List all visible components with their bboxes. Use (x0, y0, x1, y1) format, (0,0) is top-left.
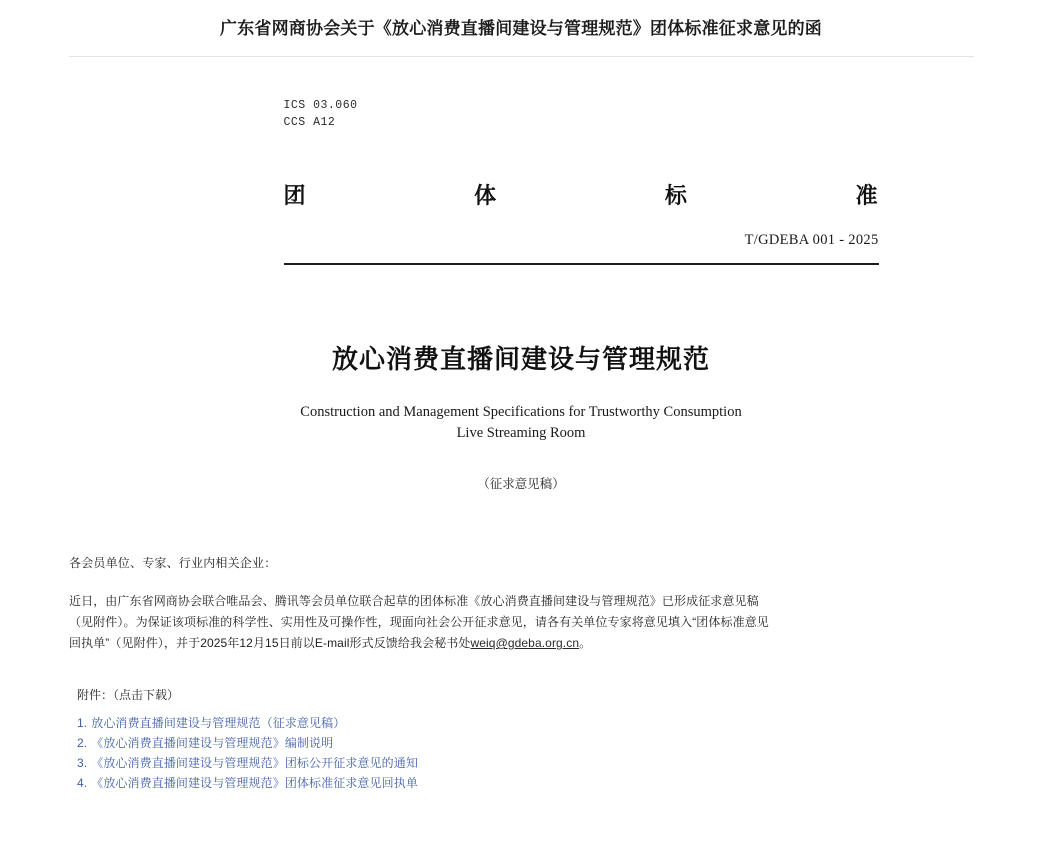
page-title: 广东省网商协会关于《放心消费直播间建设与管理规范》团体标准征求意见的函 (220, 19, 822, 38)
ccs-code: CCS A12 (283, 116, 336, 129)
standard-title-en: Construction and Management Specifications for Trustworthy Consumption Live Streaming Room (300, 404, 742, 441)
standard-title-cn: 放心消费直播间建设与管理规范 (331, 344, 710, 374)
standard-type-char-2: 体 (474, 183, 498, 208)
list-item[interactable] (77, 773, 974, 793)
attachments-list (69, 713, 974, 793)
letter-salutation: 各会员单位、专家、行业内相关企业： (69, 556, 277, 570)
cover-divider (284, 263, 879, 265)
ics-codes (69, 97, 974, 131)
list-item[interactable] (77, 733, 974, 753)
standard-type-char-4: 准 (855, 183, 879, 208)
standard-type-char-1: 团 (283, 183, 307, 208)
document-header (0, 0, 1042, 57)
attachment-index: 1. (77, 716, 88, 730)
ics-code: ICS 03.060 (283, 99, 358, 112)
list-item[interactable] (77, 753, 974, 773)
letter-body (68, 554, 974, 793)
attachment-link[interactable]: 《放心消费直播间建设与管理规范》团标公开征求意见的通知 (91, 756, 418, 770)
standard-type-char-3: 标 (664, 183, 688, 208)
attachments-heading: 附件：（点击下载） (77, 688, 180, 702)
contact-email-link[interactable]: weiq@gdeba.org.cn (470, 636, 580, 650)
letter-paragraph-text: 近日，由广东省网商协会联合唯品会、腾讯等会员单位联合起草的团体标准《放心消费直播间建设与管理规范》已形成征求意见稿（见附件）。为保证该项标准的科学性、实用性及可操作性，现面向社会公开征求意见，请各有关单位专家将意见填入“团体标准意见回执单”（见附件），并于2025年12月15日前以E-mail形式反馈给我会秘书处 (69, 594, 769, 650)
list-item[interactable] (77, 713, 974, 733)
letter-paragraph (69, 591, 769, 654)
attachment-index: 3. (77, 756, 88, 770)
draft-status-note: （征求意见稿） (477, 477, 565, 491)
standard-type-label (69, 179, 974, 210)
attachment-index: 2. (77, 736, 88, 750)
attachment-link[interactable]: 放心消费直播间建设与管理规范（征求意见稿） (91, 716, 346, 730)
attachment-link[interactable]: 《放心消费直播间建设与管理规范》团体标准征求意见回执单 (91, 776, 418, 790)
attachment-index: 4. (77, 776, 88, 790)
standard-cover-block (69, 97, 974, 492)
letter-paragraph-tail: 。 (579, 636, 592, 650)
standard-number: T/GDEBA 001 - 2025 (744, 232, 879, 248)
header-divider (69, 56, 974, 57)
attachment-link[interactable]: 《放心消费直播间建设与管理规范》编制说明 (91, 736, 334, 750)
